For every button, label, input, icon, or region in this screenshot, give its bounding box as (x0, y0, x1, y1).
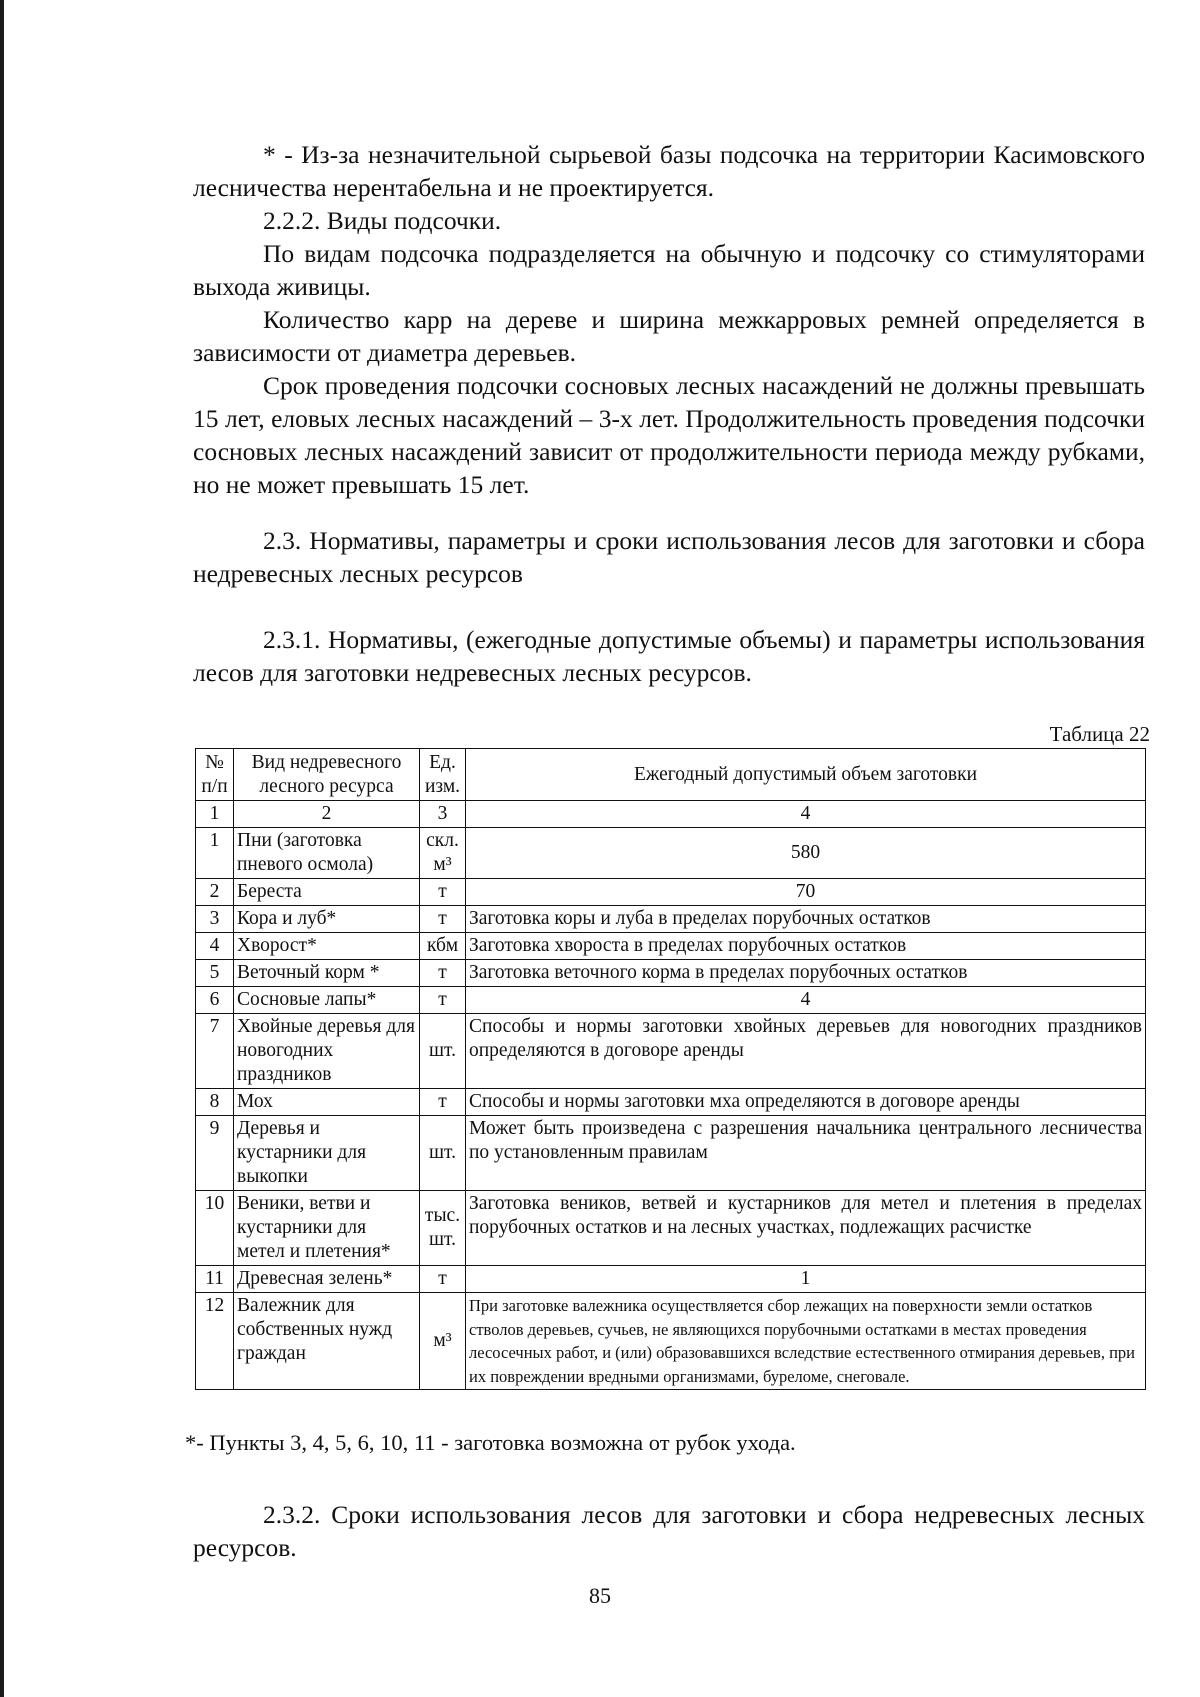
section-heading-2-3-1: 2.3.1. Нормативы, (ежегодные допустимые объемы) и параметры использования лесов для заготовки недревесных лесных ресурсов. (193, 625, 1145, 687)
column-number: 2 (234, 801, 420, 828)
row-resource: Мох (234, 1089, 420, 1116)
table-caption: Таблица 22 (1049, 722, 1150, 746)
row-num: 10 (196, 1191, 234, 1266)
row-resource: Веточный корм * (234, 960, 420, 987)
paragraph-duration: Срок проведения подсочки сосновых лесных насаждений не должны превышать 15 лет, еловых лесных насаждений – 3-х лет. Продолжительность проведения подсочки сосновых лесных насаждений зависит от продолжительности периода между рубками, но не может превышать 15 лет. (193, 371, 1145, 499)
table-row (196, 1116, 1146, 1191)
row-resource: Деревья и кустарники для выкопки (234, 1116, 420, 1191)
row-num: 2 (196, 879, 234, 906)
row-num: 9 (196, 1116, 234, 1191)
row-unit: м³ (420, 1293, 466, 1390)
row-unit: т (420, 960, 466, 987)
non-timber-resources-table (195, 748, 1146, 1390)
section-heading-2-3: 2.3. Нормативы, параметры и сроки использования лесов для заготовки и сбора недревесных лесных ресурсов (193, 526, 1145, 588)
table-row (196, 1191, 1146, 1266)
row-num: 12 (196, 1293, 234, 1390)
row-unit: т (420, 1089, 466, 1116)
row-num: 5 (196, 960, 234, 987)
row-resource: Древесная зелень* (234, 1266, 420, 1293)
row-volume: Заготовка веников, ветвей и кустарников для метел и плетения в пределах порубочных остатков и на лесных участках, подлежащих расчистке (466, 1191, 1146, 1266)
row-volume: 1 (466, 1266, 1146, 1293)
row-num: 1 (196, 828, 234, 879)
row-unit: тыс. шт. (420, 1191, 466, 1266)
row-volume: 580 (466, 828, 1146, 879)
header-resource: Вид недревесного лесного ресурса (234, 749, 420, 801)
row-num: 7 (196, 1014, 234, 1089)
row-resource: Валежник для собственных нужд граждан (234, 1293, 420, 1390)
column-number: 1 (196, 801, 234, 828)
header-unit: Ед. изм. (420, 749, 466, 801)
row-volume: 4 (466, 987, 1146, 1014)
row-resource: Береста (234, 879, 420, 906)
table-footnote: *- Пункты 3, 4, 5, 6, 10, 11 - заготовка возможна от рубок ухода. (185, 1430, 796, 1455)
row-volume: Способы и нормы заготовки хвойных деревьев для новогодних праздников определяются в договоре аренды (466, 1014, 1146, 1089)
row-unit: т (420, 906, 466, 933)
row-volume: Заготовка веточного корма в пределах порубочных остатков (466, 960, 1146, 987)
paragraph-types: По видам подсочка подразделяется на обычную и подсочку со стимуляторами выхода живицы. (193, 239, 1145, 301)
row-unit: т (420, 879, 466, 906)
paragraph-karr-count: Количество карр на дереве и ширина межкарровых ремней определяется в зависимости от диаметра деревьев. (193, 305, 1145, 367)
table-row (196, 906, 1146, 933)
row-volume: Заготовка коры и луба в пределах порубочных остатков (466, 906, 1146, 933)
row-num: 6 (196, 987, 234, 1014)
page-binding-edge (0, 0, 4, 1697)
row-unit: кбм (420, 933, 466, 960)
row-unit: скл. м³ (420, 828, 466, 879)
row-volume: При заготовке валежника осуществляется сбор лежащих на поверхности земли остатков стволов деревьев, сучьев, не являющихся порубочными остатками в местах проведения лесосечных работ, и (или) образовавшихся вследствие естественного отмирания деревьев, при их повреждении вредными организмами, буреломе, снеговале. (466, 1293, 1146, 1390)
row-unit: т (420, 1266, 466, 1293)
table-row (196, 828, 1146, 879)
row-num: 8 (196, 1089, 234, 1116)
row-volume: Может быть произведена с разрешения начальника центрального лесничества по установленным правилам (466, 1116, 1146, 1191)
column-number-row (196, 801, 1146, 828)
row-resource: Хворост* (234, 933, 420, 960)
row-volume: Способы и нормы заготовки мха определяются в договоре аренды (466, 1089, 1146, 1116)
table-header-row (196, 749, 1146, 801)
header-num: № п/п (196, 749, 234, 801)
table-row (196, 987, 1146, 1014)
row-volume: 70 (466, 879, 1146, 906)
row-resource: Сосновые лапы* (234, 987, 420, 1014)
row-num: 4 (196, 933, 234, 960)
paragraph-note-podsochka: * - Из-за незначительной сырьевой базы подсочка на территории Касимовского лесничества нерентабельна и не проектируется. (193, 140, 1145, 202)
table-row (196, 960, 1146, 987)
row-resource: Пни (заготовка пневого осмола) (234, 828, 420, 879)
page-number: 85 (589, 1583, 611, 1608)
table-row (196, 1014, 1146, 1089)
table-row (196, 933, 1146, 960)
paragraph-heading-2-2-2: 2.2.2. Виды подсочки. (263, 206, 502, 235)
row-resource: Хвойные деревья для новогодних праздников (234, 1014, 420, 1089)
table-row (196, 1089, 1146, 1116)
section-heading-2-3-2: 2.3.2. Сроки использования лесов для заготовки и сбора недревесных лесных ресурсов. (193, 1500, 1145, 1562)
row-num: 3 (196, 906, 234, 933)
table-row (196, 1266, 1146, 1293)
row-num: 11 (196, 1266, 234, 1293)
row-unit: шт. (420, 1116, 466, 1191)
header-volume: Ежегодный допустимый объем заготовки (466, 749, 1146, 801)
table-row (196, 1293, 1146, 1390)
row-resource: Веники, ветви и кустарники для метел и плетения* (234, 1191, 420, 1266)
column-number: 3 (420, 801, 466, 828)
row-unit: т (420, 987, 466, 1014)
table-row (196, 879, 1146, 906)
row-unit: шт. (420, 1014, 466, 1089)
row-resource: Кора и луб* (234, 906, 420, 933)
column-number: 4 (466, 801, 1146, 828)
row-volume: Заготовка хвороста в пределах порубочных остатков (466, 933, 1146, 960)
